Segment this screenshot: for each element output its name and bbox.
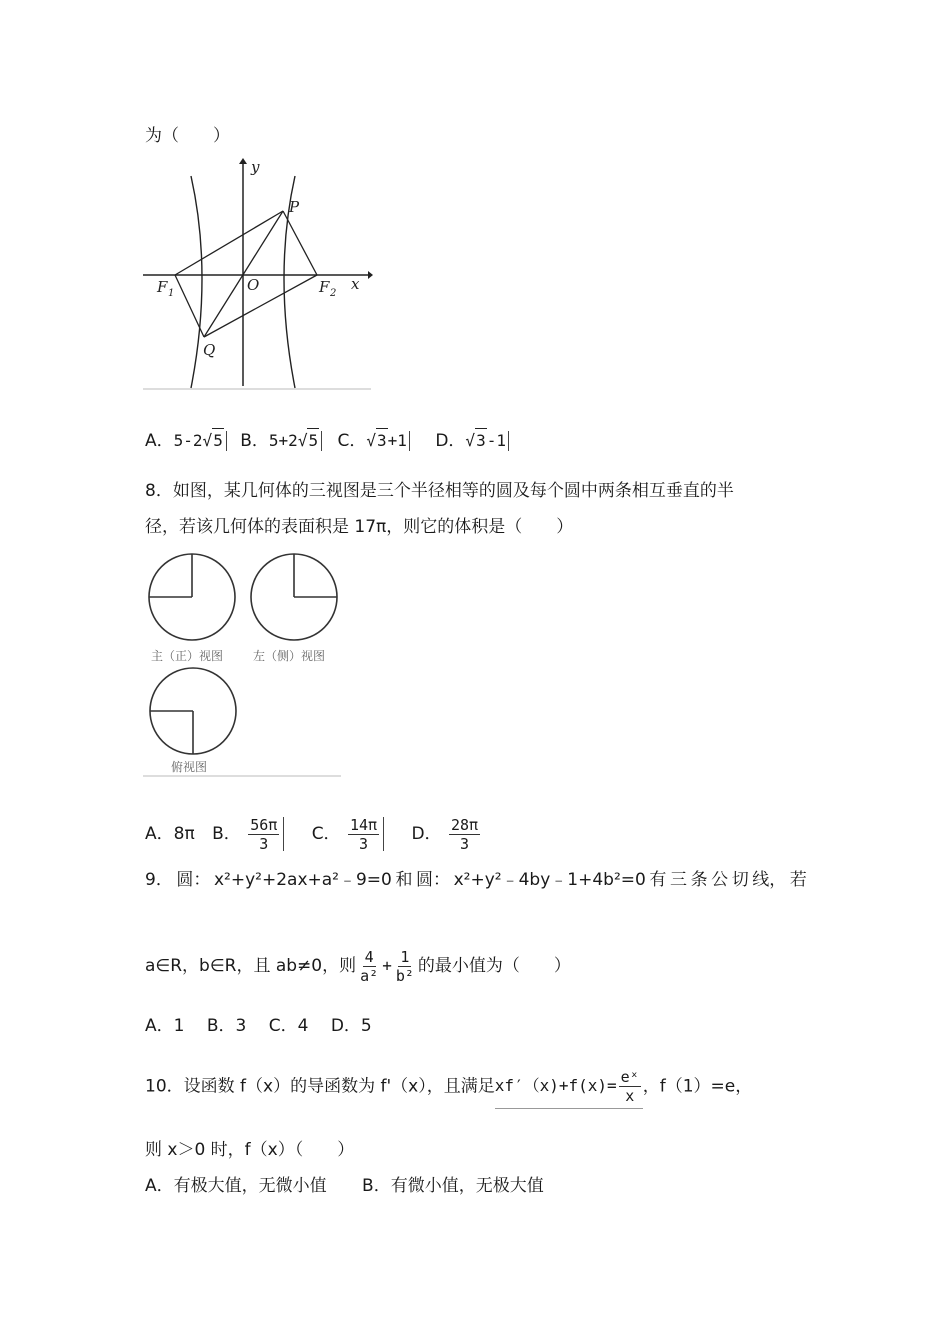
q8-three-views-figure: [143, 545, 343, 777]
q8-stem-line1: 8．如图，某几何体的三视图是三个半径相等的圆及每个圆中两条相互垂直的半: [145, 481, 734, 501]
point-p-label: P: [289, 198, 300, 216]
q9-options: A．1 B．3 C．4 D．5: [145, 1016, 372, 1036]
q8-option-b: B． $\frac{56\pi}{3}$: [212, 824, 290, 844]
x-axis-label: x: [351, 275, 360, 293]
y-axis-label: y: [251, 158, 260, 176]
q8-stem-line2: 径，若该几何体的表面积是 17π，则它的体积是（ ）: [145, 517, 574, 537]
q7-stem-tail: 为（ ）: [145, 126, 230, 146]
q10-option-a: A．有极大值，无微小值: [145, 1176, 327, 1196]
front-view-label: 主（正）视图: [151, 649, 224, 663]
top-view-label: 俯视图: [171, 760, 208, 774]
q7-hyperbola-figure: [143, 158, 373, 390]
q7-option-a: A．5-2√5: [145, 431, 232, 451]
focus-f2-label: F: [319, 278, 330, 296]
q10-stem-line2: 则 x＞0 时，f（x）（ ）: [145, 1140, 355, 1160]
q10-option-b: B．有微小值，无极大值: [362, 1176, 544, 1196]
q8-option-c: C． $\frac{14\pi}{3}$: [312, 824, 390, 844]
q8-option-d: D． $\frac{28\pi}{3}$: [411, 815, 479, 853]
focus-f1-subscript: 1: [168, 288, 175, 299]
q9-stem-line2: a∈R，b∈R，且 ab≠0，则 $\frac{4}{\text{a²}}$ + $\frac{1}{\text{b²}}$ 的最小值为（ ）: [145, 947, 571, 985]
q10-options: [145, 1174, 544, 1198]
q8-option-a: A．8π: [145, 824, 195, 844]
focus-f1-label: F: [157, 278, 168, 296]
origin-label: O: [247, 276, 260, 294]
focus-f2-subscript: 2: [330, 288, 337, 299]
q7-options: [145, 428, 509, 453]
q9-stem-line1: 9． 圆： x²+y²+2ax+a²﹣9=0 和 圆： x²+y²﹣4by﹣1+4b²=0 有 三 条 公 切 线， 若: [145, 870, 807, 890]
q10-stem-line1: 10．设函数 f（x）的导函数为 f'（x），且满足xf′（x)+f(x)= $\frac{\text{eˣ}}{x}$ ，f（1）=e，: [145, 1064, 752, 1109]
q7-option-b: B．5+2√5: [240, 431, 327, 451]
q7-option-d: D．√3-1: [435, 431, 509, 451]
q7-option-c: C．√3+1: [338, 431, 416, 451]
point-q-label: Q: [203, 341, 216, 359]
q8-options: [145, 812, 482, 856]
left-view-label: 左（侧）视图: [253, 649, 326, 663]
